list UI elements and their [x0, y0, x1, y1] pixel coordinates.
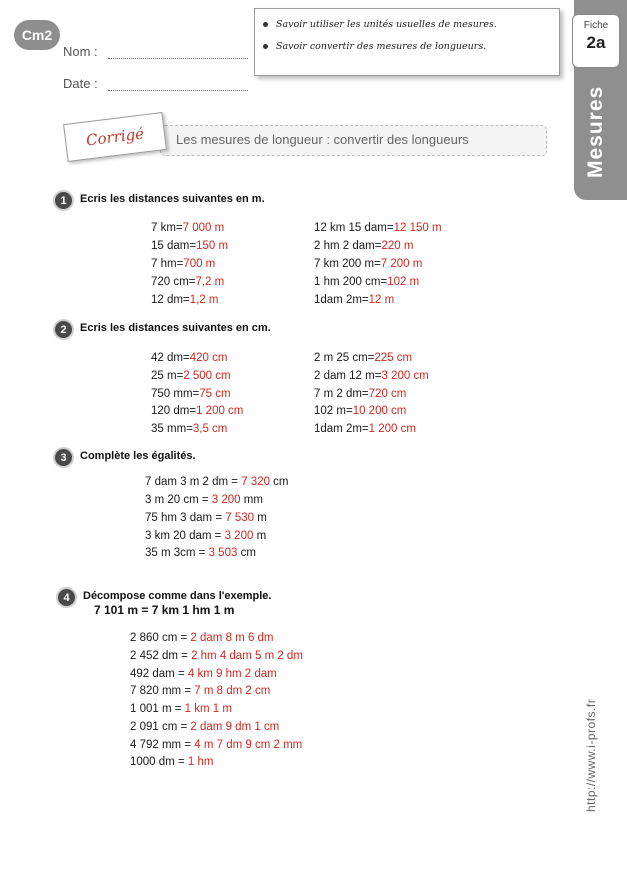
bullet-icon [263, 44, 268, 49]
exercise-number: 1 [53, 190, 74, 211]
equality-line: 35 m 3cm = 3 503 cm [145, 547, 256, 559]
date-label: Date : [63, 76, 98, 91]
conversion-line: 2 dam 12 m=3 200 cm [314, 370, 429, 382]
conversion-line: 1dam 2m=1 200 cm [314, 423, 416, 435]
fiche-label: Fiche [583, 20, 609, 31]
example-line: 7 101 m = 7 km 1 hm 1 m [94, 603, 235, 617]
objective-item: Savoir convertir des mesures de longueurs. [263, 41, 486, 52]
conversion-line: 7 km 200 m=7 200 m [314, 258, 423, 270]
conversion-line: 42 dm=420 cm [151, 352, 228, 364]
fiche-number: 2a [586, 33, 606, 52]
conversion-line: 7 hm=700 m [151, 258, 216, 270]
decompose-line: 2 860 cm = 2 dam 8 m 6 dm [130, 632, 274, 644]
exercise-instruction: Complète les égalités. [80, 450, 196, 462]
equality-line: 3 km 20 dam = 3 200 m [145, 530, 267, 542]
decompose-line: 1 001 m = 1 km 1 m [130, 703, 232, 715]
conversion-line: 12 km 15 dam=12 150 m [314, 222, 442, 234]
page-title: Les mesures de longueur : convertir des longueurs [176, 132, 469, 147]
conversion-line: 102 m=10 200 cm [314, 405, 407, 417]
objectives-box [254, 8, 560, 76]
conversion-line: 120 dm=1 200 cm [151, 405, 244, 417]
name-label: Nom : [63, 44, 98, 59]
conversion-line: 12 dm=1,2 m [151, 294, 219, 306]
conversion-line: 35 mm=3,5 cm [151, 423, 228, 435]
conversion-line: 750 mm=75 cm [151, 388, 231, 400]
equality-line: 75 hm 3 dam = 7 530 m [145, 512, 267, 524]
decompose-line: 2 091 cm = 2 dam 9 dm 1 cm [130, 721, 280, 733]
conversion-line: 25 m=2 500 cm [151, 370, 231, 382]
conversion-line: 2 m 25 cm=225 cm [314, 352, 413, 364]
exercise-number: 2 [53, 319, 74, 340]
objective-item: Savoir utiliser les unités usuelles de mesures. [263, 19, 497, 30]
exercise-instruction: Ecris les distances suivantes en m. [80, 193, 265, 205]
decompose-line: 1000 dm = 1 hm [130, 756, 214, 768]
name-field[interactable] [108, 46, 248, 59]
site-url[interactable]: http://www.i-profs.fr [584, 698, 598, 812]
exercise-number: 3 [53, 447, 74, 468]
subject-label: Mesures [584, 85, 607, 178]
conversion-line: 2 hm 2 dam=220 m [314, 240, 414, 252]
conversion-line: 720 cm=7,2 m [151, 276, 225, 288]
exercise-number: 4 [56, 587, 77, 608]
date-field[interactable] [108, 78, 248, 91]
decompose-line: 4 792 mm = 4 m 7 dm 9 cm 2 mm [130, 739, 303, 751]
bullet-icon [263, 22, 268, 27]
conversion-line: 1 hm 200 cm=102 m [314, 276, 420, 288]
exercise-instruction: Décompose comme dans l'exemple. [83, 590, 272, 602]
decompose-line: 492 dam = 4 km 9 hm 2 dam [130, 668, 277, 680]
fiche-box [572, 14, 620, 68]
equality-line: 3 m 20 cm = 3 200 mm [145, 494, 263, 506]
conversion-line: 7 km=7 000 m [151, 222, 225, 234]
corrige-stamp: Corrigé [63, 112, 167, 162]
conversion-line: 15 dam=150 m [151, 240, 229, 252]
exercise-instruction: Ecris les distances suivantes en cm. [80, 322, 271, 334]
conversion-line: 1dam 2m=12 m [314, 294, 395, 306]
decompose-line: 2 452 dm = 2 hm 4 dam 5 m 2 dm [130, 650, 303, 662]
level-badge: Cm2 [14, 20, 60, 50]
conversion-line: 7 m 2 dm=720 cm [314, 388, 407, 400]
equality-line: 7 dam 3 m 2 dm = 7 320 cm [145, 476, 289, 488]
decompose-line: 7 820 mm = 7 m 8 dm 2 cm [130, 685, 271, 697]
